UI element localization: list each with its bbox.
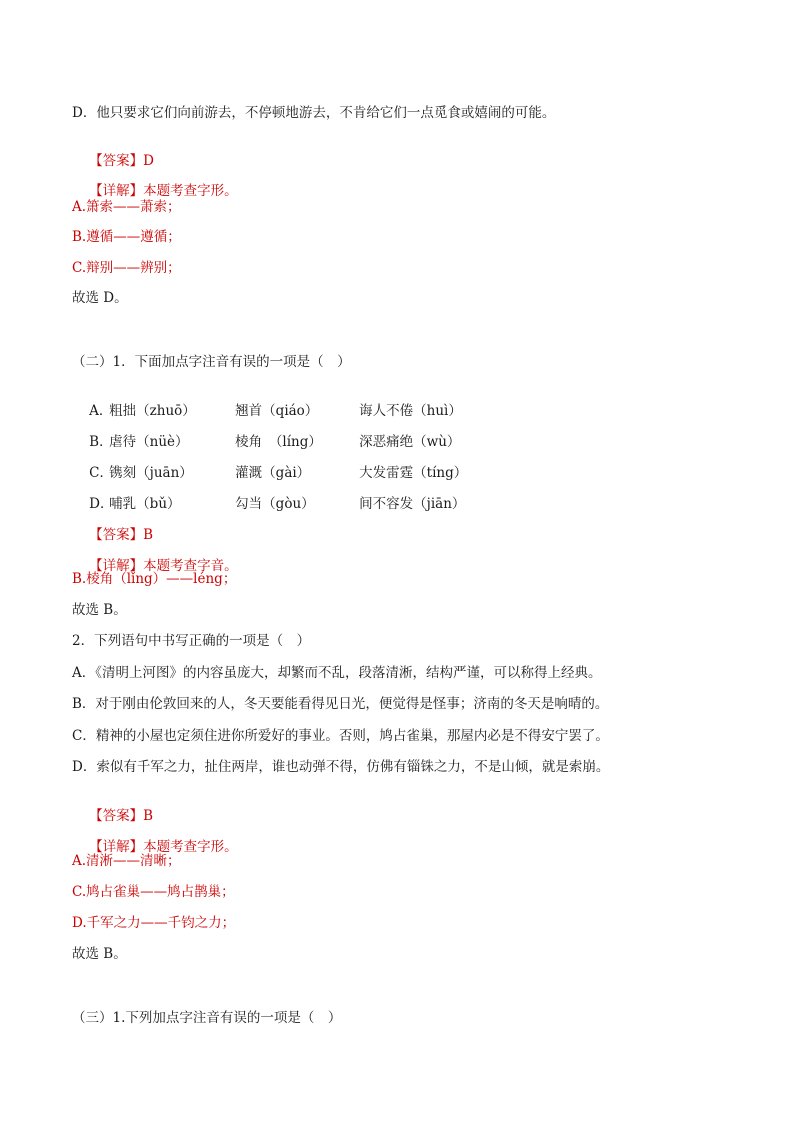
answer-label: 【答案】	[89, 527, 144, 543]
conclusion: 故选 D。	[72, 290, 128, 306]
option-letter: C．	[89, 465, 114, 481]
option-item: 粗拙（zhuō）	[109, 403, 196, 419]
detail-text: 本题考查字形。	[143, 183, 238, 199]
option-letter: B．	[89, 434, 113, 450]
option-letter: D．	[89, 496, 114, 512]
option-d-text: D．他只要求它们向前游去，不停顿地游去，不肯给它们一点觅食或嬉闹的可能。	[72, 105, 556, 121]
answer-value: B	[143, 808, 154, 824]
option-item: 勾当（gòu）	[235, 496, 315, 512]
option-item: 虐待（nüè）	[109, 434, 189, 450]
option-item: 翘首（qiáo）	[235, 403, 319, 419]
option-item: 诲人不倦（huì）	[359, 403, 462, 419]
question-3-1: （三）1.下列加点字注音有误的一项是（ ）	[72, 1010, 342, 1026]
option-item: 镌刻（juān）	[109, 465, 193, 481]
answer-label: 【答案】	[89, 808, 144, 824]
question-2-1: （二）1．下面加点字注音有误的一项是（ ）	[72, 354, 351, 370]
correction-a: A.箫索——萧索；	[72, 199, 181, 215]
option-d-text: D．索似有千军之力，扯住两岸，谁也动弹不得，仿佛有锱铢之力，不是山倾，就是索崩。	[72, 759, 610, 775]
detail-label: 【详解】	[89, 558, 144, 574]
question-2-2: 2．下列语句中书写正确的一项是（ ）	[72, 633, 311, 649]
correction-d: D.千军之力——千钧之力；	[72, 915, 236, 931]
detail-text: 本题考查字音。	[143, 558, 238, 574]
correction-c: C.辩别——辨别；	[72, 260, 181, 276]
option-item: 棱角 （líng）	[235, 434, 322, 450]
option-letter: A．	[89, 403, 113, 419]
correction-b: B.遵循——遵循；	[72, 229, 181, 245]
option-item: 灌溉（gài）	[235, 465, 311, 481]
option-b-text: B．对于刚由伦敦回来的人，冬天要能看得见日光，便觉得是怪事；济南的冬天是响晴的。	[72, 696, 609, 712]
answer-label: 【答案】	[89, 153, 144, 169]
answer-value: D	[143, 153, 154, 169]
option-c-text: C．精神的小屋也定须住进你所爱好的事业。否则，鸠占雀巢，那屋内必是不得安宁罢了。	[72, 728, 609, 744]
detail-text: 本题考查字形。	[143, 839, 238, 855]
detail-label: 【详解】	[89, 839, 144, 855]
conclusion: 故选 B。	[72, 946, 127, 962]
correction-b: B.棱角（lǐng）——léng；	[72, 571, 237, 587]
conclusion: 故选 B。	[72, 602, 127, 618]
detail-label: 【详解】	[89, 183, 144, 199]
option-item: 大发雷霆（tíng）	[359, 465, 468, 481]
option-a-text: A．《清明上河图》的内容虽庞大，却繁而不乱，段落清淅，结构严谨，可以称得上经典。	[72, 665, 602, 681]
answer-value: B	[143, 527, 154, 543]
correction-c: C.鸠占雀巢——鸠占鹊巢；	[72, 884, 235, 900]
correction-a: A.清淅——清晰；	[72, 853, 181, 869]
option-item: 间不容发（jiān）	[359, 496, 466, 512]
option-item: 哺乳（bǔ）	[109, 496, 181, 512]
option-item: 深恶痛绝（wù）	[359, 434, 461, 450]
